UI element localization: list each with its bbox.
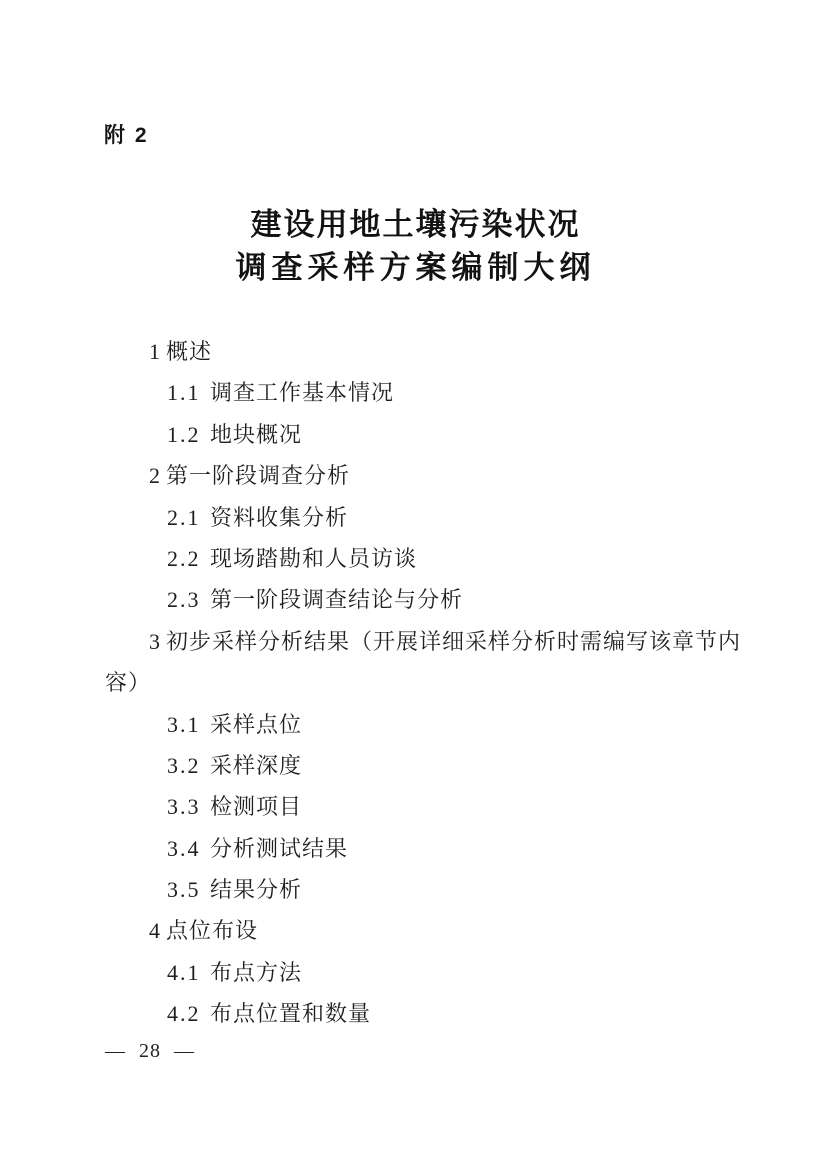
- outline-list: [105, 331, 745, 1035]
- outline-item: [105, 414, 745, 455]
- outline-item: [105, 372, 745, 413]
- outline-item: [105, 497, 745, 538]
- outline-item-text: 地块概况: [210, 421, 303, 447]
- outline-item-number: 3.2: [167, 752, 201, 778]
- outline-item-text: 采样点位: [210, 711, 303, 737]
- attachment-label: 附 2: [104, 124, 149, 147]
- outline-item-number: 1: [149, 339, 161, 364]
- outline-item: [105, 828, 745, 869]
- page-footer: [105, 1038, 195, 1064]
- outline-item-text: 采样深度: [210, 752, 303, 778]
- outline-item-number: 4.1: [167, 959, 201, 985]
- outline-item: [105, 538, 745, 579]
- outline-item-text: 点位布设: [166, 918, 259, 944]
- outline-item: [105, 869, 745, 910]
- outline-item-text: 布点方法: [210, 959, 303, 985]
- page-number: 28: [139, 1040, 161, 1062]
- outline-item: [105, 952, 745, 993]
- outline-item-text: 第一阶段调查结论与分析: [210, 587, 464, 613]
- outline-item-number: 3: [149, 628, 161, 654]
- outline-item-number: 2: [149, 463, 161, 489]
- outline-item: [105, 745, 745, 786]
- outline-item-text: 调查工作基本情况: [210, 380, 395, 406]
- outline-item: [105, 455, 745, 496]
- outline-item-number: 4: [149, 918, 161, 944]
- outline-item-text: 检测项目: [210, 794, 303, 820]
- outline-item-text: 资料收集分析: [210, 504, 349, 530]
- footer-right-dash: —: [174, 1040, 195, 1062]
- outline-item-number: 3.4: [167, 835, 201, 861]
- outline-item: [105, 662, 745, 703]
- outline-item-number: 3.1: [167, 711, 201, 737]
- outline-item-text: 概述: [166, 339, 213, 364]
- outline-item-number: 3.3: [167, 794, 201, 820]
- outline-item-text: 分析测试结果: [210, 835, 349, 861]
- outline-item-number: 4.2: [167, 1001, 201, 1027]
- outline-item-number: 2.1: [167, 504, 201, 530]
- outline-item: [105, 910, 745, 951]
- outline-item-number: 1.2: [167, 421, 201, 447]
- outline-item: [105, 993, 745, 1034]
- document-title: [103, 203, 728, 290]
- outline-item-text: 结果分析: [210, 877, 303, 903]
- outline-item-text: 容）: [105, 670, 152, 696]
- outline-item: [105, 786, 745, 827]
- title-line-2: 调查采样方案编制大纲: [235, 250, 596, 285]
- outline-item-text: 现场踏勘和人员访谈: [210, 545, 418, 571]
- outline-item-text: 初步采样分析结果（开展详细采样分析时需编写该章节内: [166, 628, 742, 654]
- outline-item: [105, 331, 745, 372]
- footer-left-dash: —: [105, 1040, 126, 1062]
- outline-item-text: 布点位置和数量: [210, 1001, 372, 1027]
- outline-item-number: 1.1: [167, 380, 201, 406]
- outline-item-number: 2.2: [167, 545, 201, 571]
- outline-item-number: 2.3: [167, 587, 201, 613]
- outline-item-text: 第一阶段调查分析: [166, 463, 351, 489]
- outline-item: [105, 621, 745, 662]
- title-line-1: 建设用地土壤污染状况: [250, 207, 581, 242]
- outline-item: [105, 704, 745, 745]
- outline-item: [105, 579, 745, 620]
- outline-item-number: 3.5: [167, 877, 201, 903]
